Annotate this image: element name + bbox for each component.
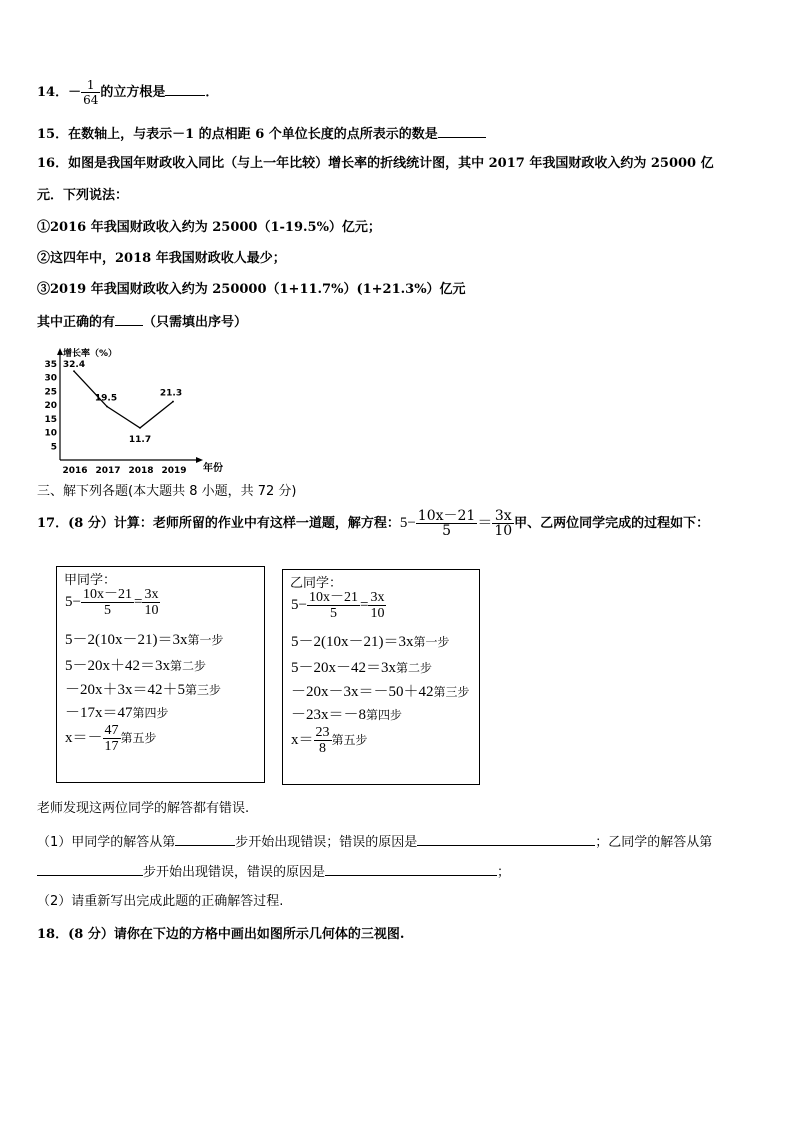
- student-jia-solution: [56, 566, 265, 783]
- answer-blank: [325, 863, 497, 876]
- math-five: 5: [399, 515, 408, 531]
- y-tick-label: 25: [44, 387, 57, 398]
- answer-blank: [417, 833, 595, 846]
- question-18: 18．(8 分）请你在下边的方格中画出如图所示几何体的三视图.: [37, 927, 405, 942]
- text: 步开始出现错误，错误的原因是: [143, 865, 326, 880]
- equation-line-1: 5− $\frac{10x-21}{5}$ = $\frac{3x}{10}$: [291, 590, 385, 621]
- teacher-note: 老师发现这两位同学的解答都有错误.: [37, 801, 250, 816]
- y-axis-label: 增长率（%）: [63, 349, 118, 359]
- y-tick-label: 15: [44, 414, 57, 425]
- equation-line-4: [291, 680, 470, 701]
- option-1: ①2016 年我国财政收入约为 25000（1-19.5%）亿元；: [37, 220, 381, 235]
- x-tick-label: 2018: [128, 466, 154, 476]
- equation: －17x＝47: [65, 705, 133, 721]
- numerator: 10x－21: [417, 508, 476, 524]
- question-16-answer: [37, 313, 247, 331]
- option-3: ③2019 年我国财政收入约为 250000（1+11.7%）(1+21.3%）亿元: [37, 282, 466, 297]
- y-tick-label: 30: [44, 373, 57, 384]
- equation: x＝: [291, 731, 314, 748]
- step-label: 第四步: [366, 708, 403, 722]
- option-2: ②这四年中，2018 年我国财政收人最少；: [37, 251, 286, 266]
- denominator: 8: [319, 741, 327, 756]
- part-1-line-2: [37, 863, 510, 881]
- equation-line-4: [65, 678, 221, 699]
- equation: x＝－: [65, 729, 103, 746]
- answer-suffix: （只需填出序号）: [143, 315, 248, 330]
- step-label: 第三步: [433, 685, 470, 699]
- numerator: 10x－21: [308, 590, 358, 605]
- equation-line-2: [291, 630, 450, 651]
- question-17: 17．(8 分）计算：老师所留的作业中有这样一道题，解方程：5− $\frac{10x-21}{5}$ ＝ $\frac{3x}{10}$ 甲、乙两位同学完成的过程如下：: [37, 508, 710, 539]
- minus-sign: －: [68, 85, 82, 100]
- part-1-line-1: [37, 833, 712, 851]
- fraction-rhs: [492, 509, 514, 538]
- question-suffix: 甲、乙两位同学完成的过程如下：: [514, 516, 710, 531]
- question-14: [37, 78, 218, 107]
- numerator: 3x: [492, 509, 514, 524]
- step-label: 第二步: [396, 661, 433, 675]
- answer-prefix: 其中正确的有: [37, 315, 116, 330]
- numerator: 1: [81, 78, 100, 93]
- answer-blank: [175, 833, 235, 846]
- denominator: 5: [103, 603, 111, 618]
- y-tick-label: 10: [44, 428, 57, 439]
- data-label: 11.7: [128, 434, 152, 445]
- denominator: 10: [494, 523, 513, 539]
- student-yi-solution: [282, 569, 480, 785]
- equation: 5－2(10x－21)＝3x: [65, 632, 188, 648]
- equation-line-5: [65, 701, 169, 722]
- x-tick-label: 2016: [62, 466, 88, 476]
- question-text: 的立方根是: [100, 85, 166, 100]
- denominator: 5: [329, 606, 337, 621]
- denominator: 10: [370, 606, 385, 621]
- denominator: 64: [83, 93, 99, 107]
- fraction-lhs: [416, 509, 478, 538]
- equation: 5－2(10x－21)＝3x: [291, 634, 414, 650]
- denominator: 17: [104, 739, 119, 754]
- equation: －20x＋3x＝42＋5: [65, 682, 186, 698]
- step-label: 第三步: [185, 683, 222, 697]
- equation-line-6: [65, 723, 157, 754]
- step-label: 第五步: [331, 732, 368, 747]
- question-16-line2: 元．下列说法：: [37, 188, 129, 203]
- growth-rate-line-chart: [35, 340, 235, 480]
- equation: 5－20x－42＝3x: [291, 660, 397, 676]
- question-text: 15．在数轴上，与表示－1 的点相距 6 个单位长度的点所表示的数是: [37, 127, 438, 142]
- step-label: 第四步: [132, 706, 169, 720]
- numerator: 3x: [144, 587, 159, 602]
- equation: －23x＝－8: [291, 707, 367, 723]
- text: ；乙同学的解答从第: [595, 835, 713, 850]
- data-label: 21.3: [159, 388, 183, 399]
- data-point: [139, 427, 141, 429]
- data-point: [106, 406, 108, 408]
- x-axis-label: 年份: [203, 463, 223, 474]
- denominator: 5: [442, 523, 452, 539]
- question-15: [37, 125, 486, 143]
- equation-line-6: [291, 725, 368, 756]
- denominator: 10: [144, 603, 159, 618]
- numerator: 23: [315, 725, 330, 740]
- part-2: （2）请重新写出完成此题的正确解答过程.: [37, 894, 284, 909]
- text: （1）甲同学的解答从第: [37, 835, 176, 850]
- question-number: 14．: [37, 85, 69, 100]
- question-text: 17．(8 分）计算：老师所留的作业中有这样一道题，解方程：: [37, 516, 400, 531]
- box-title: 乙同学：: [290, 576, 343, 591]
- data-point: [172, 401, 174, 403]
- question-16-line1: 16．如图是我国年财政收入同比（与上一年比较）增长率的折线统计图，其中 2017 年我国财政收入约为 25000 亿: [37, 156, 714, 171]
- text: ；: [497, 865, 511, 880]
- answer-blank: [115, 313, 143, 326]
- fraction: [81, 78, 100, 107]
- x-axis-arrow: [196, 457, 203, 463]
- step-label: 第二步: [170, 659, 207, 673]
- x-tick-label: 2017: [95, 466, 121, 476]
- equation-line-1: 5− $\frac{10x-21}{5}$ = $\frac{3x}{10}$: [65, 587, 159, 618]
- box-title: 甲同学：: [64, 573, 117, 588]
- numerator: 3x: [370, 590, 385, 605]
- data-label: 19.5: [94, 393, 118, 404]
- equation: －20x－3x＝－50＋42: [291, 684, 434, 700]
- numerator: 47: [104, 723, 119, 738]
- numerator: 10x－21: [82, 587, 132, 602]
- series-line: [74, 371, 173, 428]
- answer-blank: [37, 863, 143, 876]
- section-title: 三、解下列各题(本大题共 8 小题，共 72 分): [37, 484, 297, 499]
- x-tick-label: 2019: [161, 466, 187, 476]
- y-tick-label: 20: [44, 401, 57, 412]
- step-label: 第一步: [187, 633, 224, 647]
- step-label: 第五步: [120, 730, 157, 745]
- equation-line-5: [291, 703, 402, 724]
- equation-line-3: [65, 654, 206, 675]
- y-tick-label: 5: [50, 442, 57, 453]
- end-punct: ．: [205, 85, 219, 100]
- equation-line-3: [291, 656, 432, 677]
- y-tick-label: 35: [44, 360, 57, 370]
- answer-blank: [165, 83, 205, 96]
- answer-blank: [438, 125, 486, 138]
- equation: 5－20x＋42＝3x: [65, 658, 171, 674]
- data-point: [73, 370, 75, 372]
- text: 步开始出现错误；错误的原因是: [235, 835, 418, 850]
- step-label: 第一步: [413, 635, 450, 649]
- data-label: 32.4: [62, 360, 86, 371]
- equation-line-2: [65, 628, 224, 649]
